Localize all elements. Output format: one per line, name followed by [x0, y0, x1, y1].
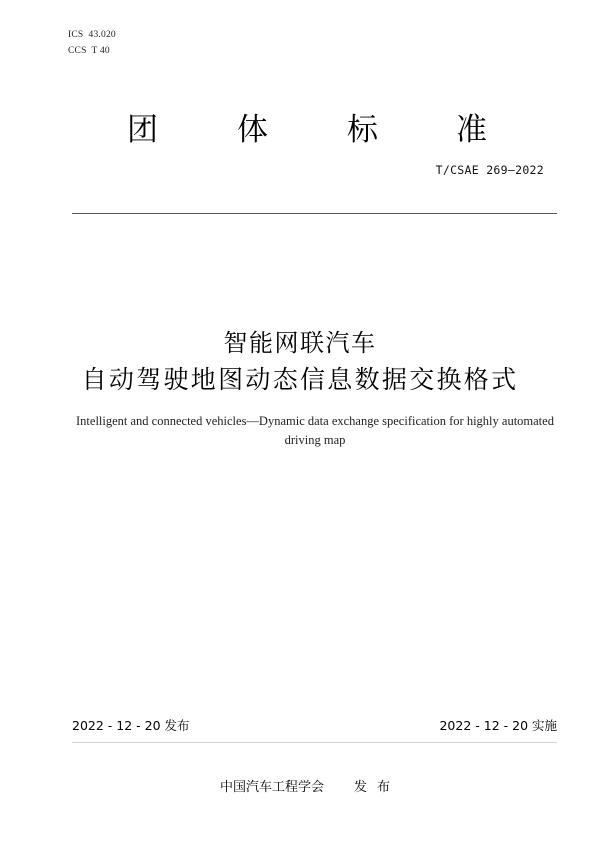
chinese-title-line1: 智能网联汽车 — [223, 329, 377, 357]
standard-type-char: 标 — [347, 112, 378, 148]
issue-date: 2022 - 12 - 20 发布 — [72, 718, 190, 733]
implementation-date: 2022 - 12 - 20 实施 — [439, 718, 557, 733]
ics-code: ICS 43.020 — [68, 30, 116, 40]
standard-type-heading — [0, 112, 600, 148]
publisher-name: 中国汽车工程学会 — [220, 780, 325, 795]
ccs-code: CCS T 40 — [68, 46, 110, 56]
classification-codes — [68, 27, 116, 59]
footer-divider — [72, 742, 557, 743]
english-title: Intelligent and connected vehicles—Dynamic data exchange specification for highly automated driving map — [76, 414, 554, 447]
chinese-title-line2: 自动驾驶地图动态信息数据交换格式 — [81, 365, 519, 394]
publisher-line — [220, 776, 400, 795]
chinese-title — [0, 326, 600, 399]
standard-type-char: 团 — [127, 112, 158, 148]
header-divider — [72, 213, 557, 214]
standard-type-char: 体 — [237, 112, 268, 148]
publisher-action: 发布 — [354, 780, 401, 795]
standard-number: T/CSAE 269—2022 — [435, 163, 544, 177]
standard-type-char: 准 — [456, 112, 487, 148]
